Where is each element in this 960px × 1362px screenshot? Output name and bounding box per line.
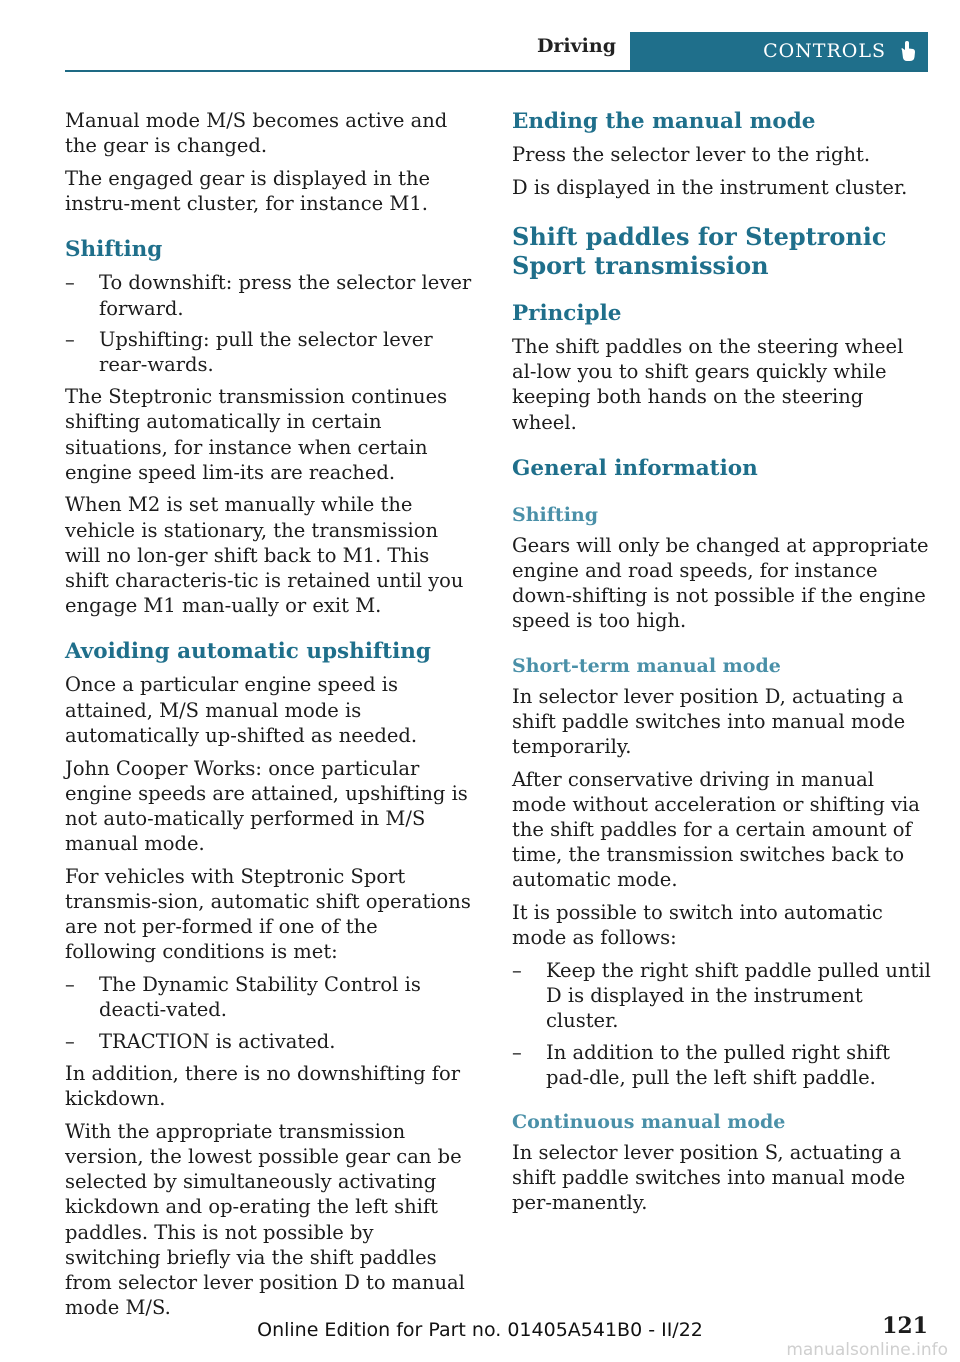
paragraph: Manual mode M/S becomes active and the gear is changed. [65,109,448,158]
paragraph: After conservative driving in manual mode without acceleration or shifting via the shift paddles for a certain amount of time, the transmission switches back to automatic mode. [512,767,920,892]
paragraph: Press the selector lever to the right. [512,143,871,166]
right-column [512,108,932,1223]
paragraph: The shift paddles on the steering wheel al‐low you to shift gears quickly while keeping both hands on the steering wheel. [512,334,904,434]
list-item: – To downshift: press the selector lever forward. [65,270,475,320]
paragraph: In addition, there is no downshifting for kickdown. [65,1061,461,1110]
left-column [65,108,475,1328]
heading-general-information: General information [512,455,758,481]
heading-principle: Principle [512,300,622,326]
page-number: 121 [882,1313,928,1339]
paragraph: D is displayed in the instrument cluster. [512,175,908,199]
watermark: manualsonline.info [786,1340,948,1360]
subheading-continuous-manual-mode: Continuous manual mode [512,1111,786,1134]
heading-shift-paddles: Shift paddles for Steptronic Sport transmission [512,221,887,280]
section-label: Driving [536,35,616,57]
footer-edition: Online Edition for Part no. 01405A541B0 - II/22 [257,1319,703,1341]
paragraph: The engaged gear is displayed in the instru‐ment cluster, for instance M1. [65,166,431,216]
paragraph: The Steptronic transmission continues shifting automatically in certain situations, for instance when certain engine speed lim‐its are reached. [65,385,448,484]
shift-list [65,270,475,377]
paragraph: When M2 is set manually while the vehicle is stationary, the transmission will no lon‐ger shift back to M1. This shift characteris‐tic is retained until you engage M1 man‐ually or exit M. [65,493,464,618]
paragraph: Gears will only be changed at appropriate engine and road speeds, for instance down‐shifting is not possible if the engine speed is too high. [512,533,929,633]
subheading-short-term-manual-mode: Short-term manual mode [512,654,781,677]
list-item: – In addition to the pulled right shift pad‐dle, pull the left shift paddle. [512,1040,932,1090]
list-item: – TRACTION is activated. [65,1029,475,1054]
header-rule [65,70,928,72]
subheading-shifting: Shifting [512,503,599,526]
list-item: – Keep the right shift paddle pulled until D is displayed in the instrument cluster. [512,958,932,1034]
heading-shifting: Shifting [65,237,163,263]
paragraph: Once a particular engine speed is attained, M/S manual mode is automatically up‐shifted as needed. [65,673,418,747]
auto-mode-list [512,958,932,1090]
paragraph: John Cooper Works: once particular engine speeds are attained, upshifting is not auto‐matically performed in M/S manual mode. [65,756,468,856]
paragraph: It is possible to switch into automatic mode as follows: [512,901,883,950]
paragraph: For vehicles with Steptronic Sport transmis‐sion, automatic shift operations are not per‐formed if one of the following conditions is met: [65,864,471,964]
chapter-label: CONTROLS [763,40,886,62]
heading-ending-manual-mode: Ending the manual mode [512,109,816,134]
list-item: – Upshifting: pull the selector lever rear‐wards. [65,327,475,377]
paragraph: In selector lever position S, actuating a shift paddle switches into manual mode per‐manently. [512,1141,906,1215]
hand-pointer-icon [898,40,918,62]
chapter-tab [630,32,928,70]
paragraph: With the appropriate transmission version, the lowest possible gear can be selected by simultaneously activating kickdown and op‐erating the left shift paddles. This is not possible by switching briefly via the shift paddles from selector lever position D to manual mode M/S. [65,1119,465,1320]
heading-avoiding-upshifting: Avoiding automatic upshifting [65,639,431,665]
conditions-list [65,972,475,1054]
list-item: – The Dynamic Stability Control is deacti‐vated. [65,972,475,1022]
paragraph: In selector lever position D, actuating a shift paddle switches into manual mode temporarily. [512,684,906,758]
